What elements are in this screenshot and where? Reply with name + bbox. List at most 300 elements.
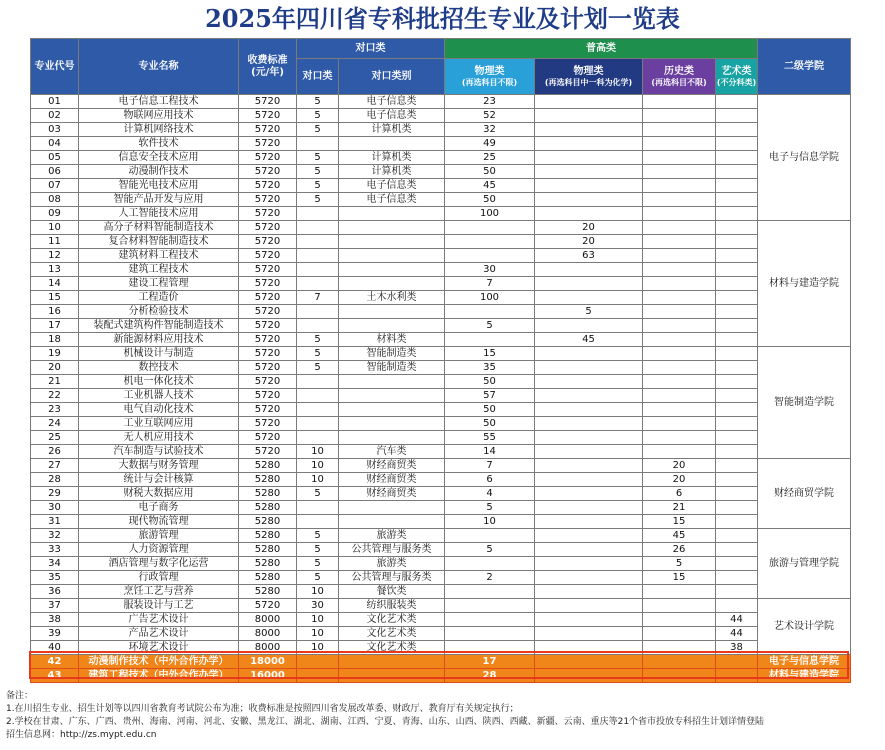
table-row bbox=[31, 375, 851, 389]
cell-duikou-category bbox=[339, 655, 445, 669]
cell-fee: 5720 bbox=[239, 361, 297, 375]
cell-name: 旅游管理 bbox=[79, 529, 239, 543]
header-art-sub: (不分科类) bbox=[716, 77, 757, 87]
cell-name: 机械设计与制造 bbox=[79, 347, 239, 361]
cell-duikou-class bbox=[297, 235, 339, 249]
cell-name: 工程造价 bbox=[79, 291, 239, 305]
cell-art bbox=[716, 249, 758, 263]
cell-fee: 5280 bbox=[239, 459, 297, 473]
cell-duikou-category bbox=[339, 249, 445, 263]
cell-duikou-class bbox=[297, 249, 339, 263]
table-row bbox=[31, 263, 851, 277]
cell-code: 33 bbox=[31, 543, 79, 557]
cell-name: 人力资源管理 bbox=[79, 543, 239, 557]
cell-art bbox=[716, 347, 758, 361]
cell-code: 06 bbox=[31, 165, 79, 179]
cell-duikou-class: 5 bbox=[297, 193, 339, 207]
cell-art bbox=[716, 109, 758, 123]
cell-fee: 5280 bbox=[239, 515, 297, 529]
cell-duikou-class bbox=[297, 417, 339, 431]
cell-code: 26 bbox=[31, 445, 79, 459]
cell-hist: 45 bbox=[643, 529, 716, 543]
header-duikou: 对口类 bbox=[297, 39, 445, 59]
cell-duikou-class bbox=[297, 431, 339, 445]
cell-phys2 bbox=[535, 529, 643, 543]
cell-phys: 25 bbox=[445, 151, 535, 165]
cell-code: 27 bbox=[31, 459, 79, 473]
cell-name: 财税大数据应用 bbox=[79, 487, 239, 501]
cell-phys2 bbox=[535, 123, 643, 137]
cell-duikou-category: 旅游类 bbox=[339, 529, 445, 543]
cell-duikou-category: 餐饮类 bbox=[339, 585, 445, 599]
cell-duikou-class: 5 bbox=[297, 361, 339, 375]
table-row bbox=[31, 529, 851, 543]
cell-duikou-category bbox=[339, 235, 445, 249]
cell-code: 16 bbox=[31, 305, 79, 319]
cell-duikou-category bbox=[339, 431, 445, 445]
cell-code: 20 bbox=[31, 361, 79, 375]
cell-fee: 5280 bbox=[239, 529, 297, 543]
cell-name: 统计与会计核算 bbox=[79, 473, 239, 487]
notes-label: 备注： bbox=[6, 691, 34, 701]
cell-phys2: 20 bbox=[535, 221, 643, 235]
cell-duikou-class: 5 bbox=[297, 179, 339, 193]
cell-phys: 50 bbox=[445, 193, 535, 207]
cell-phys2 bbox=[535, 375, 643, 389]
cell-duikou-class: 5 bbox=[297, 347, 339, 361]
cell-hist bbox=[643, 151, 716, 165]
cell-phys: 50 bbox=[445, 375, 535, 389]
cell-name: 智能光电技术应用 bbox=[79, 179, 239, 193]
header-phys bbox=[445, 59, 535, 95]
cell-hist bbox=[643, 361, 716, 375]
cell-duikou-category bbox=[339, 137, 445, 151]
cell-name: 数控技术 bbox=[79, 361, 239, 375]
cell-phys2 bbox=[535, 347, 643, 361]
cell-duikou-category bbox=[339, 375, 445, 389]
cell-name: 复合材料智能制造技术 bbox=[79, 235, 239, 249]
cell-name: 动漫制作技术 bbox=[79, 165, 239, 179]
cell-duikou-class: 10 bbox=[297, 627, 339, 641]
header-phys2-sub: (再选科目中一科为化学) bbox=[544, 77, 633, 87]
cell-duikou-class bbox=[297, 207, 339, 221]
cell-phys: 100 bbox=[445, 207, 535, 221]
cell-phys: 49 bbox=[445, 137, 535, 151]
cell-duikou-category bbox=[339, 403, 445, 417]
cell-hist bbox=[643, 431, 716, 445]
cell-name: 装配式建筑构件智能制造技术 bbox=[79, 319, 239, 333]
table-row bbox=[31, 571, 851, 585]
cell-phys bbox=[445, 235, 535, 249]
header-duikou-category: 对口类别 bbox=[339, 59, 445, 95]
cell-duikou-class: 10 bbox=[297, 585, 339, 599]
cell-fee: 5720 bbox=[239, 291, 297, 305]
cell-duikou-category bbox=[339, 305, 445, 319]
cell-fee: 5720 bbox=[239, 95, 297, 109]
cell-duikou-category: 公共管理与服务类 bbox=[339, 571, 445, 585]
cell-phys2 bbox=[535, 641, 643, 655]
cell-code: 23 bbox=[31, 403, 79, 417]
cell-phys: 2 bbox=[445, 571, 535, 585]
cell-fee: 8000 bbox=[239, 641, 297, 655]
cell-hist bbox=[643, 207, 716, 221]
cell-phys2: 63 bbox=[535, 249, 643, 263]
cell-art bbox=[716, 221, 758, 235]
cell-hist bbox=[643, 137, 716, 151]
cell-college: 艺术设计学院 bbox=[758, 599, 851, 655]
cell-hist bbox=[643, 655, 716, 669]
cell-code: 22 bbox=[31, 389, 79, 403]
cell-phys: 17 bbox=[445, 655, 535, 669]
highlight-row bbox=[31, 655, 851, 669]
cell-art bbox=[716, 459, 758, 473]
cell-hist bbox=[643, 179, 716, 193]
cell-phys: 32 bbox=[445, 123, 535, 137]
cell-art bbox=[716, 123, 758, 137]
table-body bbox=[31, 95, 851, 683]
cell-phys2 bbox=[535, 361, 643, 375]
cell-duikou-class: 5 bbox=[297, 571, 339, 585]
cell-name: 计算机网络技术 bbox=[79, 123, 239, 137]
cell-name: 烹饪工艺与营养 bbox=[79, 585, 239, 599]
table-row bbox=[31, 109, 851, 123]
cell-code: 38 bbox=[31, 613, 79, 627]
cell-phys2 bbox=[535, 473, 643, 487]
cell-duikou-category bbox=[339, 515, 445, 529]
cell-code: 43 bbox=[31, 669, 79, 683]
cell-hist bbox=[643, 305, 716, 319]
cell-phys2: 5 bbox=[535, 305, 643, 319]
cell-hist: 20 bbox=[643, 473, 716, 487]
cell-duikou-category bbox=[339, 501, 445, 515]
cell-duikou-class bbox=[297, 277, 339, 291]
cell-art bbox=[716, 193, 758, 207]
cell-code: 07 bbox=[31, 179, 79, 193]
cell-duikou-class: 5 bbox=[297, 151, 339, 165]
cell-fee: 8000 bbox=[239, 627, 297, 641]
notes-line-3: 招生信息网：http://zs.mypt.edu.cn bbox=[6, 730, 157, 740]
cell-hist bbox=[643, 585, 716, 599]
cell-phys2 bbox=[535, 515, 643, 529]
cell-code: 03 bbox=[31, 123, 79, 137]
table-row bbox=[31, 305, 851, 319]
cell-code: 09 bbox=[31, 207, 79, 221]
cell-phys: 5 bbox=[445, 501, 535, 515]
cell-code: 32 bbox=[31, 529, 79, 543]
cell-hist: 26 bbox=[643, 543, 716, 557]
header-art bbox=[716, 59, 758, 95]
cell-fee: 5280 bbox=[239, 571, 297, 585]
header-phys-title: 物理类 bbox=[474, 65, 505, 77]
table-row bbox=[31, 165, 851, 179]
cell-phys2 bbox=[535, 109, 643, 123]
cell-duikou-category: 计算机类 bbox=[339, 165, 445, 179]
table-row bbox=[31, 627, 851, 641]
cell-code: 40 bbox=[31, 641, 79, 655]
cell-art bbox=[716, 585, 758, 599]
cell-duikou-class bbox=[297, 263, 339, 277]
cell-fee: 5720 bbox=[239, 193, 297, 207]
cell-hist bbox=[643, 123, 716, 137]
cell-college: 电子与信息学院 bbox=[758, 655, 851, 669]
cell-duikou-class: 10 bbox=[297, 641, 339, 655]
table-row bbox=[31, 235, 851, 249]
cell-fee: 5720 bbox=[239, 305, 297, 319]
cell-name: 物联网应用技术 bbox=[79, 109, 239, 123]
cell-college: 旅游与管理学院 bbox=[758, 529, 851, 599]
table-row bbox=[31, 333, 851, 347]
cell-duikou-class bbox=[297, 389, 339, 403]
cell-college: 智能制造学院 bbox=[758, 347, 851, 459]
cell-phys2 bbox=[535, 613, 643, 627]
cell-duikou-class bbox=[297, 501, 339, 515]
cell-duikou-category: 财经商贸类 bbox=[339, 487, 445, 501]
table-row bbox=[31, 557, 851, 571]
table-row bbox=[31, 319, 851, 333]
cell-phys: 15 bbox=[445, 347, 535, 361]
cell-duikou-class: 5 bbox=[297, 529, 339, 543]
cell-code: 28 bbox=[31, 473, 79, 487]
table-row bbox=[31, 207, 851, 221]
cell-name: 建筑工程技术（中外合作办学） bbox=[79, 669, 239, 683]
cell-duikou-class: 10 bbox=[297, 613, 339, 627]
cell-phys bbox=[445, 529, 535, 543]
cell-art bbox=[716, 599, 758, 613]
cell-phys: 10 bbox=[445, 515, 535, 529]
cell-art bbox=[716, 361, 758, 375]
cell-fee: 5720 bbox=[239, 389, 297, 403]
cell-duikou-class bbox=[297, 669, 339, 683]
table-row bbox=[31, 193, 851, 207]
cell-fee: 5720 bbox=[239, 333, 297, 347]
table-row bbox=[31, 361, 851, 375]
enrollment-table bbox=[30, 38, 851, 683]
cell-code: 12 bbox=[31, 249, 79, 263]
cell-name: 动漫制作技术（中外合作办学） bbox=[79, 655, 239, 669]
cell-duikou-class: 5 bbox=[297, 543, 339, 557]
header-pugao: 普高类 bbox=[445, 39, 758, 59]
cell-code: 39 bbox=[31, 627, 79, 641]
cell-phys2 bbox=[535, 403, 643, 417]
cell-fee: 5720 bbox=[239, 263, 297, 277]
cell-code: 25 bbox=[31, 431, 79, 445]
cell-duikou-class: 5 bbox=[297, 333, 339, 347]
cell-duikou-class: 5 bbox=[297, 165, 339, 179]
cell-art bbox=[716, 571, 758, 585]
cell-fee: 18000 bbox=[239, 655, 297, 669]
cell-code: 19 bbox=[31, 347, 79, 361]
cell-code: 24 bbox=[31, 417, 79, 431]
cell-phys: 30 bbox=[445, 263, 535, 277]
cell-fee: 5720 bbox=[239, 445, 297, 459]
table-row bbox=[31, 543, 851, 557]
cell-phys2: 45 bbox=[535, 333, 643, 347]
cell-duikou-category bbox=[339, 207, 445, 221]
cell-fee: 5280 bbox=[239, 501, 297, 515]
notes-line-1: 1.在川招生专业、招生计划等以四川省教育考试院公布为准；收费标准是按照四川省发展改革委、财政厅、教育厅有关规定执行； bbox=[6, 704, 519, 714]
cell-art bbox=[716, 487, 758, 501]
cell-name: 工业机器人技术 bbox=[79, 389, 239, 403]
cell-hist bbox=[643, 263, 716, 277]
cell-duikou-class bbox=[297, 137, 339, 151]
cell-code: 29 bbox=[31, 487, 79, 501]
cell-name: 建设工程管理 bbox=[79, 277, 239, 291]
cell-duikou-class bbox=[297, 515, 339, 529]
table-row bbox=[31, 249, 851, 263]
cell-art bbox=[716, 291, 758, 305]
cell-code: 42 bbox=[31, 655, 79, 669]
cell-code: 34 bbox=[31, 557, 79, 571]
cell-duikou-category: 文化艺术类 bbox=[339, 613, 445, 627]
table-row bbox=[31, 431, 851, 445]
cell-fee: 5720 bbox=[239, 347, 297, 361]
cell-art: 38 bbox=[716, 641, 758, 655]
cell-hist bbox=[643, 333, 716, 347]
cell-art bbox=[716, 165, 758, 179]
cell-fee: 5280 bbox=[239, 585, 297, 599]
cell-duikou-category bbox=[339, 263, 445, 277]
cell-name: 酒店管理与数字化运营 bbox=[79, 557, 239, 571]
cell-name: 大数据与财务管理 bbox=[79, 459, 239, 473]
cell-hist bbox=[643, 403, 716, 417]
cell-duikou-category bbox=[339, 389, 445, 403]
cell-name: 现代物流管理 bbox=[79, 515, 239, 529]
cell-art bbox=[716, 151, 758, 165]
cell-hist bbox=[643, 235, 716, 249]
cell-phys2 bbox=[535, 431, 643, 445]
cell-code: 02 bbox=[31, 109, 79, 123]
cell-phys2 bbox=[535, 627, 643, 641]
cell-phys: 4 bbox=[445, 487, 535, 501]
cell-duikou-class bbox=[297, 403, 339, 417]
cell-art bbox=[716, 655, 758, 669]
cell-phys: 52 bbox=[445, 109, 535, 123]
cell-name: 无人机应用技术 bbox=[79, 431, 239, 445]
cell-phys2 bbox=[535, 151, 643, 165]
cell-phys: 7 bbox=[445, 277, 535, 291]
cell-duikou-category bbox=[339, 277, 445, 291]
cell-fee: 5720 bbox=[239, 599, 297, 613]
cell-duikou-category: 纺织服装类 bbox=[339, 599, 445, 613]
cell-fee: 8000 bbox=[239, 613, 297, 627]
cell-duikou-category: 旅游类 bbox=[339, 557, 445, 571]
cell-phys2: 20 bbox=[535, 235, 643, 249]
cell-duikou-class bbox=[297, 221, 339, 235]
table-row bbox=[31, 123, 851, 137]
cell-fee: 5720 bbox=[239, 319, 297, 333]
cell-fee: 5720 bbox=[239, 235, 297, 249]
notes bbox=[6, 690, 881, 742]
cell-hist bbox=[643, 613, 716, 627]
cell-phys: 55 bbox=[445, 431, 535, 445]
cell-art bbox=[716, 137, 758, 151]
cell-duikou-class: 10 bbox=[297, 445, 339, 459]
cell-phys: 14 bbox=[445, 445, 535, 459]
cell-art bbox=[716, 333, 758, 347]
cell-duikou-category: 智能制造类 bbox=[339, 347, 445, 361]
cell-phys bbox=[445, 641, 535, 655]
cell-hist bbox=[643, 319, 716, 333]
cell-duikou-category bbox=[339, 319, 445, 333]
cell-art bbox=[716, 95, 758, 109]
cell-phys: 5 bbox=[445, 543, 535, 557]
cell-code: 21 bbox=[31, 375, 79, 389]
cell-phys bbox=[445, 333, 535, 347]
cell-hist bbox=[643, 599, 716, 613]
cell-phys2 bbox=[535, 193, 643, 207]
cell-hist bbox=[643, 445, 716, 459]
header-art-title: 艺术类 bbox=[721, 65, 752, 77]
cell-code: 15 bbox=[31, 291, 79, 305]
table-row bbox=[31, 403, 851, 417]
cell-art bbox=[716, 235, 758, 249]
cell-art bbox=[716, 305, 758, 319]
header-phys2 bbox=[535, 59, 643, 95]
cell-duikou-category: 计算机类 bbox=[339, 123, 445, 137]
cell-code: 05 bbox=[31, 151, 79, 165]
cell-duikou-category: 文化艺术类 bbox=[339, 641, 445, 655]
cell-hist bbox=[643, 193, 716, 207]
notes-line-2: 2.学校在甘肃、广东、广西、贵州、海南、河南、河北、安徽、黑龙江、湖北、湖南、江西、宁夏、青海、山东、山西、陕西、西藏、新疆、云南、重庆等21个省市投放专科招生计划详情登陆 bbox=[6, 717, 765, 727]
cell-duikou-class bbox=[297, 305, 339, 319]
cell-duikou-category: 财经商贸类 bbox=[339, 459, 445, 473]
cell-art bbox=[716, 501, 758, 515]
table-row bbox=[31, 137, 851, 151]
cell-duikou-class: 5 bbox=[297, 487, 339, 501]
cell-duikou-class: 5 bbox=[297, 109, 339, 123]
cell-hist bbox=[643, 277, 716, 291]
header-fee-text: 收费标准 (元/年) bbox=[247, 54, 288, 78]
cell-phys2 bbox=[535, 207, 643, 221]
cell-art bbox=[716, 319, 758, 333]
cell-name: 广告艺术设计 bbox=[79, 613, 239, 627]
cell-duikou-class: 5 bbox=[297, 95, 339, 109]
cell-phys: 50 bbox=[445, 417, 535, 431]
cell-fee: 5720 bbox=[239, 249, 297, 263]
cell-code: 18 bbox=[31, 333, 79, 347]
cell-duikou-class: 5 bbox=[297, 123, 339, 137]
cell-hist: 6 bbox=[643, 487, 716, 501]
cell-duikou-class bbox=[297, 655, 339, 669]
cell-hist bbox=[643, 627, 716, 641]
cell-name: 电气自动化技术 bbox=[79, 403, 239, 417]
cell-phys2 bbox=[535, 669, 643, 683]
cell-code: 11 bbox=[31, 235, 79, 249]
cell-fee: 5720 bbox=[239, 375, 297, 389]
cell-duikou-class: 7 bbox=[297, 291, 339, 305]
cell-college: 材料与建造学院 bbox=[758, 221, 851, 347]
cell-art bbox=[716, 403, 758, 417]
cell-hist: 21 bbox=[643, 501, 716, 515]
cell-phys bbox=[445, 557, 535, 571]
cell-phys: 50 bbox=[445, 403, 535, 417]
cell-fee: 5280 bbox=[239, 557, 297, 571]
cell-name: 分析检验技术 bbox=[79, 305, 239, 319]
cell-hist bbox=[643, 669, 716, 683]
cell-duikou-category: 电子信息类 bbox=[339, 193, 445, 207]
cell-name: 汽车制造与试验技术 bbox=[79, 445, 239, 459]
cell-name: 高分子材料智能制造技术 bbox=[79, 221, 239, 235]
table-row bbox=[31, 389, 851, 403]
cell-duikou-class bbox=[297, 375, 339, 389]
table-row bbox=[31, 445, 851, 459]
cell-fee: 5280 bbox=[239, 487, 297, 501]
cell-art bbox=[716, 543, 758, 557]
header-duikou-class: 对口类 bbox=[297, 59, 339, 95]
cell-code: 37 bbox=[31, 599, 79, 613]
cell-name: 信息安全技术应用 bbox=[79, 151, 239, 165]
cell-name: 电子商务 bbox=[79, 501, 239, 515]
